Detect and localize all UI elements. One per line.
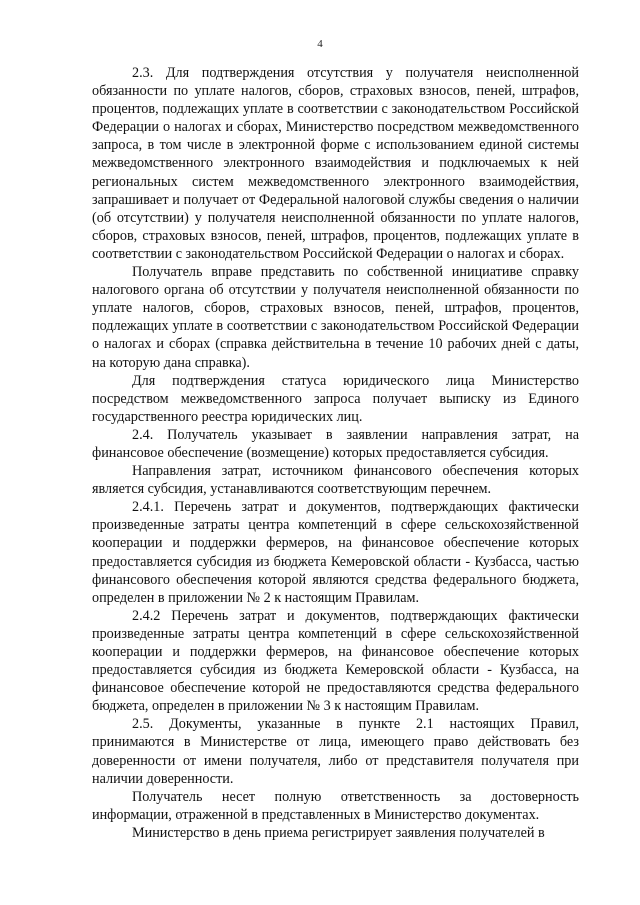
paragraph-2-3: 2.3. Для подтверждения отсутствия у получателя неисполненной обязанности по уплате налогов, сборов, страховых взносов, пеней, штрафов, процентов, подлежащих уплате в соответствии с законодательством Российской Федерации о налогах и сборах, Министерство посредством межведомственного запроса, в том числе в электронной форме с использованием единой системы межведомственного электронного взаимодействия и подключаемых к ней региональных систем межведомственного электронного взаимодействия, запрашивает и получает от Федеральной налоговой службы сведения о наличии (об отсутствии) у получателя неисполненной обязанности по уплате налогов, сборов, страховых взносов, пеней, штрафов, процентов, подлежащих уплате в соответствии с законодательством Российской Федерации о налогах и сборах. [92,65,579,262]
paragraph-responsibility: Получатель несет полную ответственность за достоверность информации, отраженной в представленных в Министерство документах. [92,788,579,823]
paragraph-tax-certificate: Получатель вправе представить по собственной инициативе справку налогового органа об отсутствии у получателя неисполненной обязанности по уплате налогов, сборов, страховых взносов, пеней, штрафов, процентов, подлежащих уплате в соответствии с законодательством Российской Федерации о налогах и сборах (справка действительна в течение 10 рабочих дней с даты, на которую дана справка). [92,264,579,371]
paragraph-2-4: 2.4. Получатель указывает в заявлении направления затрат, на финансовое обеспечение (возмещение) которых предоставляется субсидия. [92,426,579,461]
page-number: 4 [317,38,323,50]
paragraph-cost-directions: Направления затрат, источником финансового обеспечения которых является субсидия, устанавливаются соответствующим перечнем. [92,463,579,498]
paragraph-2-4-1: 2.4.1. Перечень затрат и документов, подтверждающих фактически произведенные затраты центра компетенций в сфере сельскохозяйственной кооперации и поддержки фермеров, на финансовое обеспечение которых предоставляется субсидия из бюджета Кемеровской области - Кузбасса, частью финансового обеспечения которой являются средства федерального бюджета, определен в приложении № 2 к настоящим Правилам. [92,499,579,606]
paragraph-2-4-2: 2.4.2 Перечень затрат и документов, подтверждающих фактически произведенные затраты центра компетенций в сфере сельскохозяйственной кооперации и поддержки фермеров, на финансовое обеспечение которых предоставляется субсидия из бюджета Кемеровской области - Кузбасса, на финансовое обеспечение которой не предоставляются средства федерального бюджета, определен в приложении № 3 к настоящим Правилам. [92,607,579,715]
document-body [92,64,579,842]
paragraph-2-5: 2.5. Документы, указанные в пункте 2.1 настоящих Правил, принимаются в Министерстве от лица, имеющего право действовать без доверенности от имени получателя, либо от представителя получателя при наличии доверенности. [92,716,579,787]
paragraph-legal-status: Для подтверждения статуса юридического лица Министерство посредством межведомственного запроса получает выписку из Единого государственного реестра юридических лиц. [92,372,579,425]
paragraph-registration: Министерство в день приема регистрирует заявления получателей в [132,824,545,841]
